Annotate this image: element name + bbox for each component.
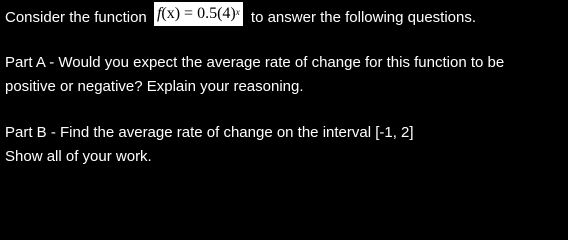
- formula-function-name: f: [156, 5, 162, 22]
- formula-base: (4): [217, 5, 236, 22]
- part-b-line-1: Part B - Find the average rate of change on the interval [-1, 2]: [5, 124, 414, 141]
- formula-coefficient: 0.5: [197, 5, 218, 22]
- formula-equals: =: [180, 5, 198, 22]
- intro-line: [5, 7, 476, 31]
- part-a-line-2: positive or negative? Explain your reasoning.: [5, 78, 304, 95]
- part-a-line-1: Part A - Would you expect the average rate of change for this function to be: [5, 54, 505, 71]
- intro-text-after: to answer the following questions.: [250, 9, 477, 26]
- formula-argument: (x): [161, 5, 181, 22]
- function-formula-image: [154, 2, 243, 26]
- formula-exponent: x: [235, 7, 240, 17]
- part-b-line-2: Show all of your work.: [5, 148, 152, 165]
- intro-text-before: Consider the function: [5, 9, 147, 26]
